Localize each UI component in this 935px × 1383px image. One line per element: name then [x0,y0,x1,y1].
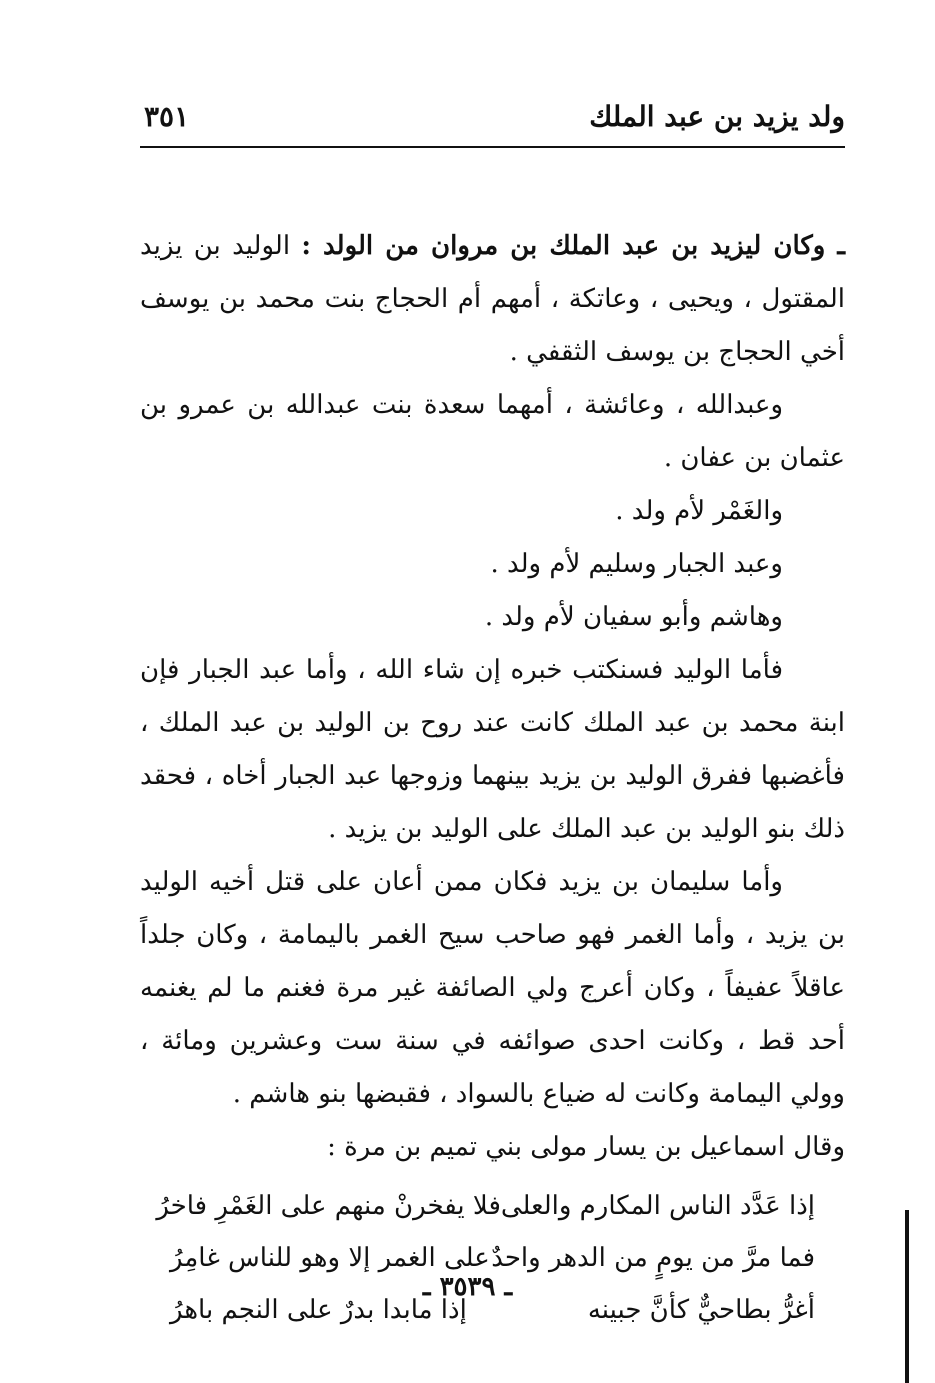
verse-second-hemistich: على الغمر إلا وهو للناس غامِرُ [170,1243,490,1273]
verse-first-hemistich: فما مرَّ من يومٍ من الدهر واحدٌ [491,1243,815,1273]
verse-second-hemistich: إذا مابدا بدرٌ على النجم باهرُ [170,1295,467,1325]
verse-first-hemistich: إذا عَدَّد الناس المكارم والعلى [500,1191,815,1221]
line-2: وعبد الجبار وسليم لأم ولد . [490,549,783,579]
verse-second-hemistich: فلا يفخرنْ منهم على الغَمْرِ فاخرُ [156,1191,501,1221]
verse-first-hemistich: أغرُّ بطاحيٌّ كأنَّ جبينه [587,1295,815,1325]
paragraph-2: وعبدالله ، وعائشة ، أمهما سعدة بنت عبدالله بن عمرو بن عثمان بن عفان . [140,390,845,473]
poem [140,1180,845,1336]
paragraph-5: وقال اسماعيل بن يسار مولى بني تميم بن مرة : [327,1132,845,1162]
paragraph-1-lead: ـ وكان ليزيد بن عبد الملك بن مروان من الولد : [301,231,845,261]
paragraph-1 [140,220,845,379]
line-1: والغَمْر لأم ولد . [615,496,783,526]
footer-page-number: ـ ٣٥٣٩ ـ [422,1272,513,1302]
running-title: ولد يزيد بن عبد الملك [589,100,845,133]
line-3: وهاشم وأبو سفيان لأم ولد . [484,602,783,632]
paragraph-4: وأما سليمان بن يزيد فكان ممن أعان على قتل أخيه الوليد بن يزيد ، وأما الغمر فهو صاحب سيح الغمر باليمامة ، وكان جلداً عاقلاً عفيفاً ، وكان أعرج ولي الصائفة غير مرة فغنم ما لم يغنمه أحد قط ، وكانت احدى صوائفه في سنة ست وعشرين ومائة ، وولي اليمامة وكانت له ضياع بالسواد ، فقبضها بنو هاشم . [140,867,845,1109]
poem-verse [140,1180,845,1232]
page-header [140,100,845,148]
paragraph-3: فأما الوليد فسنكتب خبره إن شاء الله ، وأما عبد الجبار فإن ابنة محمد بن عبد الملك كانت عند روح بن الوليد بن عبد الملك ، فأغضبها ففرق الوليد بن يزيد بينهما وزوجها عبد الجبار أخاه ، فحقد ذلك بنو الوليد بن عبد الملك على الوليد بن يزيد . [140,655,845,844]
page-number: ٣٥١ [144,100,190,133]
paragraph-1-text: الوليد بن يزيد المقتول ، ويحيى ، وعاتكة ، أمهم أم الحجاج بنت محمد بن يوسف أخي الحجاج بن يوسف الثقفي . [140,231,845,367]
page-body [140,220,845,1336]
margin-scan-mark [905,1210,909,1383]
